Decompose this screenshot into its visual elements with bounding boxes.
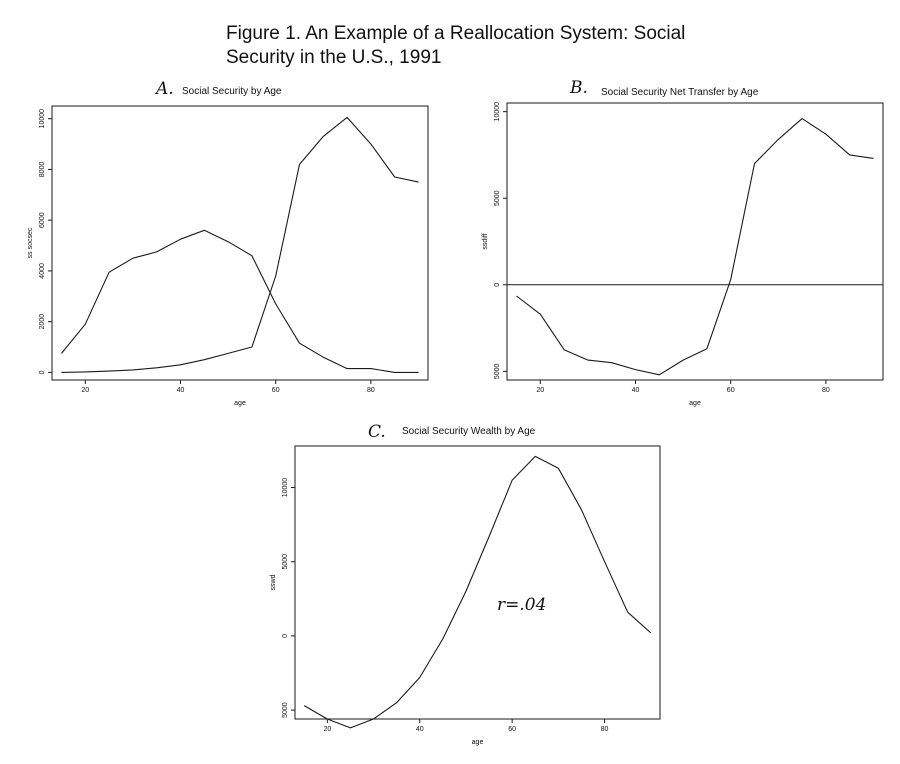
figure-title-line-2: Security in the U.S., 1991 xyxy=(226,47,442,68)
y-tick-label-a: 4000 xyxy=(39,263,46,279)
x-tick-label-c: 20 xyxy=(323,726,332,733)
panel-letter-c: C. xyxy=(368,422,386,442)
x-axis-label-a: age xyxy=(234,400,246,407)
y-tick-label-c: 5000 xyxy=(282,553,289,570)
y-tick-label-c: 10000 xyxy=(282,477,289,498)
y-axis-label-b: ssdiff xyxy=(482,233,489,250)
x-tick-label-a: 60 xyxy=(271,387,280,394)
series-line-b-1 xyxy=(517,119,874,375)
y-tick-label-c: 0 xyxy=(282,633,289,638)
plot-title-c: Social Security Wealth by Age xyxy=(402,426,536,437)
plot-frame-a xyxy=(52,106,428,380)
series-line-a-1 xyxy=(62,230,419,372)
y-tick-label-c: 5000 xyxy=(282,702,289,718)
x-tick-label-a: 20 xyxy=(81,387,90,394)
plot-title-a: Social Security by Age xyxy=(182,86,282,97)
panel-letter-a: A. xyxy=(156,79,174,99)
y-tick-label-a: 8000 xyxy=(39,161,46,178)
handwritten-annotation-c: r=.04 xyxy=(497,595,547,615)
y-tick-label-a: 2000 xyxy=(39,313,46,330)
x-tick-label-c: 40 xyxy=(415,726,424,733)
plot-title-b: Social Security Net Transfer by Age xyxy=(601,87,759,98)
y-tick-label-a: 6000 xyxy=(39,212,46,228)
y-tick-label-b: 0 xyxy=(494,282,501,287)
y-tick-label-b: 5000 xyxy=(494,363,501,380)
x-tick-label-c: 60 xyxy=(508,726,517,733)
y-tick-label-b: 10000 xyxy=(494,101,501,122)
x-tick-label-b: 40 xyxy=(631,387,640,394)
x-tick-label-b: 60 xyxy=(726,387,735,394)
series-line-c-1 xyxy=(304,456,651,728)
x-tick-label-b: 20 xyxy=(536,387,545,394)
y-tick-label-b: 5000 xyxy=(494,190,501,207)
x-tick-label-b: 80 xyxy=(821,387,830,394)
x-axis-label-b: age xyxy=(689,400,701,407)
y-tick-label-a: 0 xyxy=(39,370,46,375)
x-tick-label-a: 80 xyxy=(366,387,375,394)
y-tick-label-a: 10000 xyxy=(39,108,46,129)
figure-title-line-1: Figure 1. An Example of a Reallocation System: Social xyxy=(226,23,686,44)
y-axis-label-a: ss socsec xyxy=(27,227,34,259)
x-tick-label-a: 40 xyxy=(176,387,185,394)
x-tick-label-c: 80 xyxy=(600,726,609,733)
y-axis-label-c: sswd xyxy=(270,574,277,591)
x-axis-label-c: age xyxy=(471,739,484,746)
plot-frame-c xyxy=(295,446,660,719)
panel-letter-b: B. xyxy=(570,78,588,98)
plot-frame-b xyxy=(507,103,883,380)
series-line-a-2 xyxy=(62,117,419,372)
